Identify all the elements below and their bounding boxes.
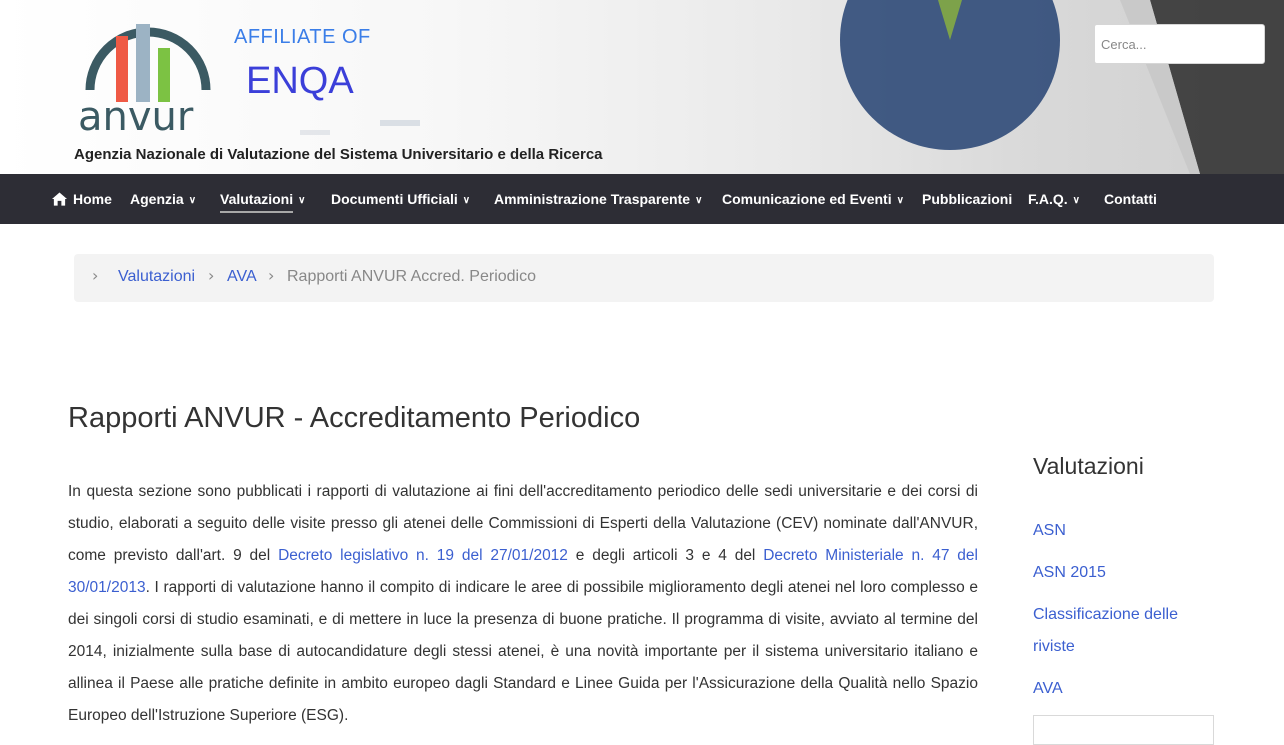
nav-amministrazione-label: Amministrazione Trasparente (494, 191, 691, 207)
chevron-right-icon: › (268, 266, 275, 285)
nav-faq[interactable] (1028, 174, 1080, 224)
nav-agenzia[interactable] (130, 174, 196, 224)
nav-valutazioni-label: Valutazioni (220, 191, 293, 213)
chevron-down-icon: ∨ (188, 195, 197, 206)
nav-comunicazione-label: Comunicazione ed Eventi (722, 191, 892, 207)
chevron-right-icon: › (92, 266, 99, 285)
intro-text-2: e degli articoli 3 e 4 del (567, 547, 764, 564)
chevron-down-icon: ∨ (695, 195, 703, 206)
sidebar-item-classificazione-riviste[interactable]: Classificazione delle riviste (1033, 606, 1178, 655)
chevron-down-icon: ∨ (896, 195, 904, 206)
agency-name: Agenzia Nazionale di Valutazione del Sistema Universitario e della Ricerca (74, 146, 603, 163)
nav-comunicazione[interactable] (722, 174, 904, 224)
intro-text-3: . I rapporti di valutazione hanno il compito di indicare le aree di possibile miglioramento degli atenei nel loro complesso e dei singoli corsi di studio esaminati, e di mettere in luce la presenza di buone pratiche. Il programma di visite, avviato al termine del 2014, inizialmente sulla base di autocandidature degli stessi atenei, è una novità importante per il sistema universitario italiano e allinea il Paese alle pratiche definite in ambito europeo dagli Standard e Linee Guida per l'Assicurazione della Qualità nello Spazio Europeo dell'Istruzione Superiore (ESG). (68, 579, 978, 724)
nav-home-label: Home (73, 191, 112, 207)
breadcrumb-valutazioni[interactable]: Valutazioni (118, 268, 196, 285)
breadcrumb (74, 254, 1214, 302)
nav-contatti-label: Contatti (1104, 191, 1157, 207)
decreto-legislativo-link[interactable]: Decreto legislativo n. 19 del 27/01/2012 (278, 547, 568, 564)
nav-documenti-label: Documenti Ufficiali (331, 191, 458, 207)
affiliate-label: AFFILIATE OF (234, 26, 371, 48)
nav-home[interactable] (52, 174, 112, 224)
breadcrumb-current: Rapporti ANVUR Accred. Periodico (287, 268, 536, 285)
sidebar-item-asn-2015[interactable]: ASN 2015 (1033, 564, 1106, 581)
sidebar-item-asn[interactable]: ASN (1033, 522, 1066, 539)
main-navigation (0, 174, 1284, 224)
sidebar-title: Valutazioni (1033, 453, 1144, 479)
decreto-ministeriale-link[interactable]: Decreto Ministeriale n. 47 del 30/01/2013 (68, 547, 978, 596)
search-input[interactable] (1094, 24, 1265, 64)
sidebar-list (1033, 515, 1213, 715)
chevron-down-icon: ∨ (1072, 195, 1080, 206)
intro-paragraph (68, 476, 978, 732)
chevron-right-icon: › (208, 266, 215, 285)
chevron-down-icon: ∨ (298, 195, 306, 206)
nav-faq-label: F.A.Q. (1028, 191, 1068, 207)
page-title: Rapporti ANVUR - Accreditamento Periodico (68, 402, 641, 434)
site-header (0, 0, 1284, 174)
svg-text:anvur: anvur (78, 94, 194, 134)
nav-contatti[interactable] (1104, 174, 1157, 224)
nav-pubblicazioni-label: Pubblicazioni (922, 191, 1013, 207)
nav-amministrazione[interactable] (494, 174, 702, 224)
intro-text-1: In questa sezione sono pubblicati i rapporti di valutazione ai fini dell'accreditamento periodico delle sedi universitarie e dei corsi di studio, elaborati a seguito delle visite presso gli atenei delle Commissioni di Esperti della Valutazione (CEV) nominate dall'ANVUR, come previsto dall'art. 9 del (68, 483, 978, 564)
chevron-down-icon: ∨ (462, 195, 471, 206)
enqa-label: ENQA (246, 60, 354, 102)
anvur-logo[interactable] (78, 22, 218, 134)
breadcrumb-ava[interactable]: AVA (227, 268, 257, 285)
nav-valutazioni[interactable] (220, 174, 305, 224)
home-icon (52, 192, 67, 206)
nav-documenti[interactable] (331, 174, 470, 224)
nav-pubblicazioni[interactable] (922, 174, 1012, 224)
sidebar-submenu-box (1033, 715, 1214, 745)
sidebar-item-ava[interactable]: AVA (1033, 680, 1063, 697)
nav-agenzia-label: Agenzia (130, 191, 184, 207)
